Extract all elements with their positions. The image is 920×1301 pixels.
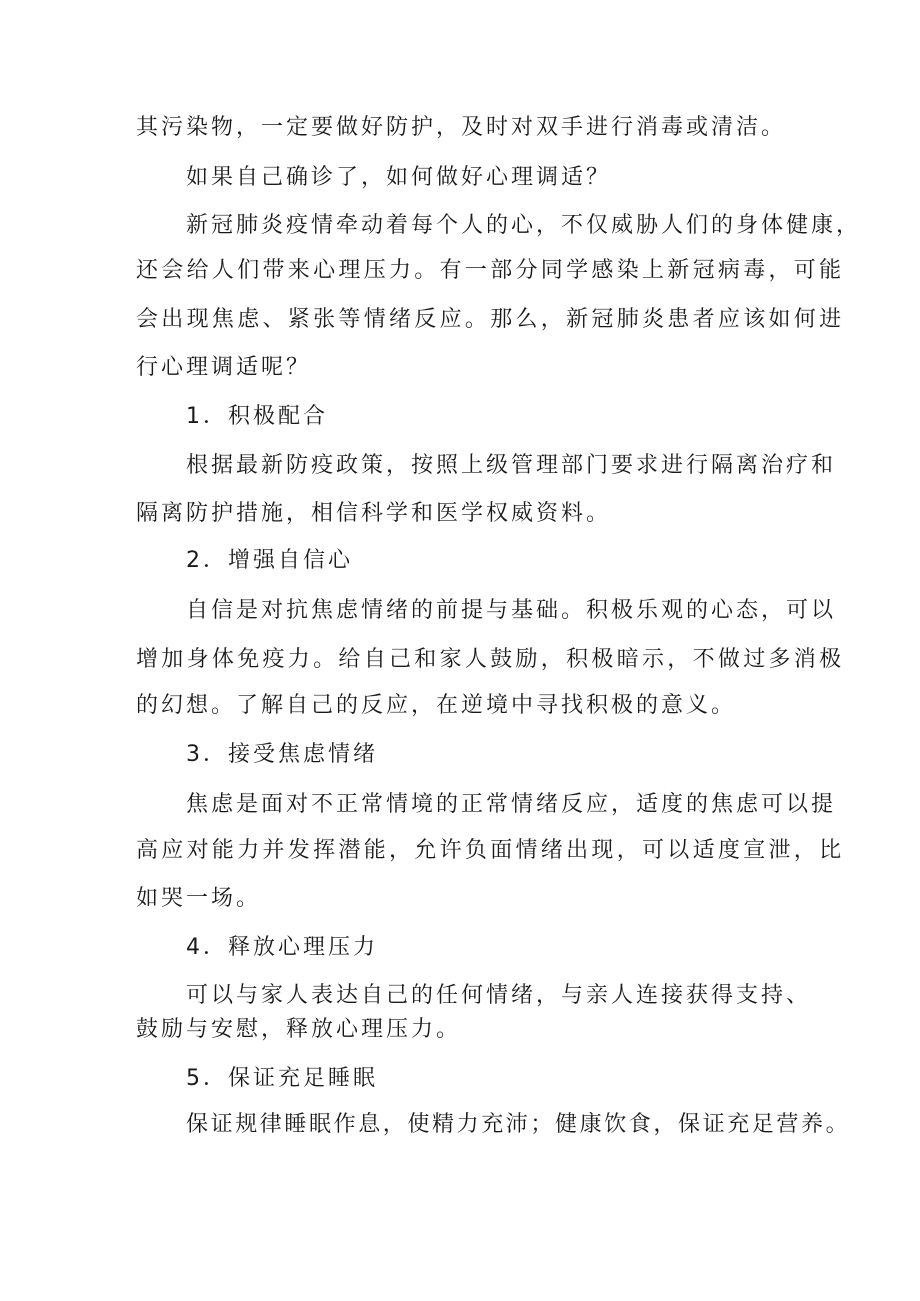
section-body-line: 的幻想。了解自己的反应，在逆境中寻找积极的意义。 [136, 693, 737, 718]
section-heading: 2．增强自信心 [186, 548, 353, 573]
section-body-line: 鼓励与安慰，释放心理压力。 [136, 1017, 462, 1042]
intro-paragraph-line: 会出现焦虑、紧张等情绪反应。那么，新冠肺炎患者应该如何进 [136, 307, 845, 332]
section-body-line: 保证规律睡眠作息，使精力充沛；健康饮食，保证充足营养。 [186, 1112, 851, 1137]
intro-paragraph-line: 新冠肺炎疫情牵动着每个人的心，不仅威胁人们的身体健康， [186, 213, 862, 238]
question-heading: 如果自己确诊了，如何做好心理调适？ [186, 165, 612, 190]
intro-paragraph-line: 行心理调适呢？ [136, 355, 312, 380]
section-heading: 1．积极配合 [186, 404, 328, 429]
section-body-line: 根据最新防疫政策，按照上级管理部门要求进行隔离治疗和 [186, 453, 837, 478]
section-body-line: 增加身体免疫力。给自己和家人鼓励，积极暗示，不做过多消极 [136, 647, 845, 672]
section-heading: 3．接受焦虑情绪 [186, 742, 378, 767]
section-body-line: 可以与家人表达自己的任何情绪，与亲人连接获得支持、 [186, 983, 812, 1008]
intro-paragraph-line: 还会给人们带来心理压力。有一部分同学感染上新冠病毒，可能 [136, 258, 845, 283]
section-body-line: 隔离防护措施，相信科学和医学权威资料。 [136, 501, 612, 526]
section-heading: 4．释放心理压力 [186, 935, 378, 960]
section-body-line: 如哭一场。 [136, 886, 262, 911]
section-body-line: 焦虑是面对不正常情境的正常情绪反应，适度的焦虑可以提 [186, 792, 837, 817]
section-body-line: 高应对能力并发挥潜能，允许负面情绪出现，可以适度宣泄，比 [136, 838, 845, 863]
section-heading: 5．保证充足睡眠 [186, 1066, 378, 1091]
section-body-line: 自信是对抗焦虑情绪的前提与基础。积极乐观的心态，可以 [186, 598, 837, 623]
intro-tail-line: 其污染物，一定要做好防护，及时对双手进行消毒或清洁。 [136, 115, 787, 140]
